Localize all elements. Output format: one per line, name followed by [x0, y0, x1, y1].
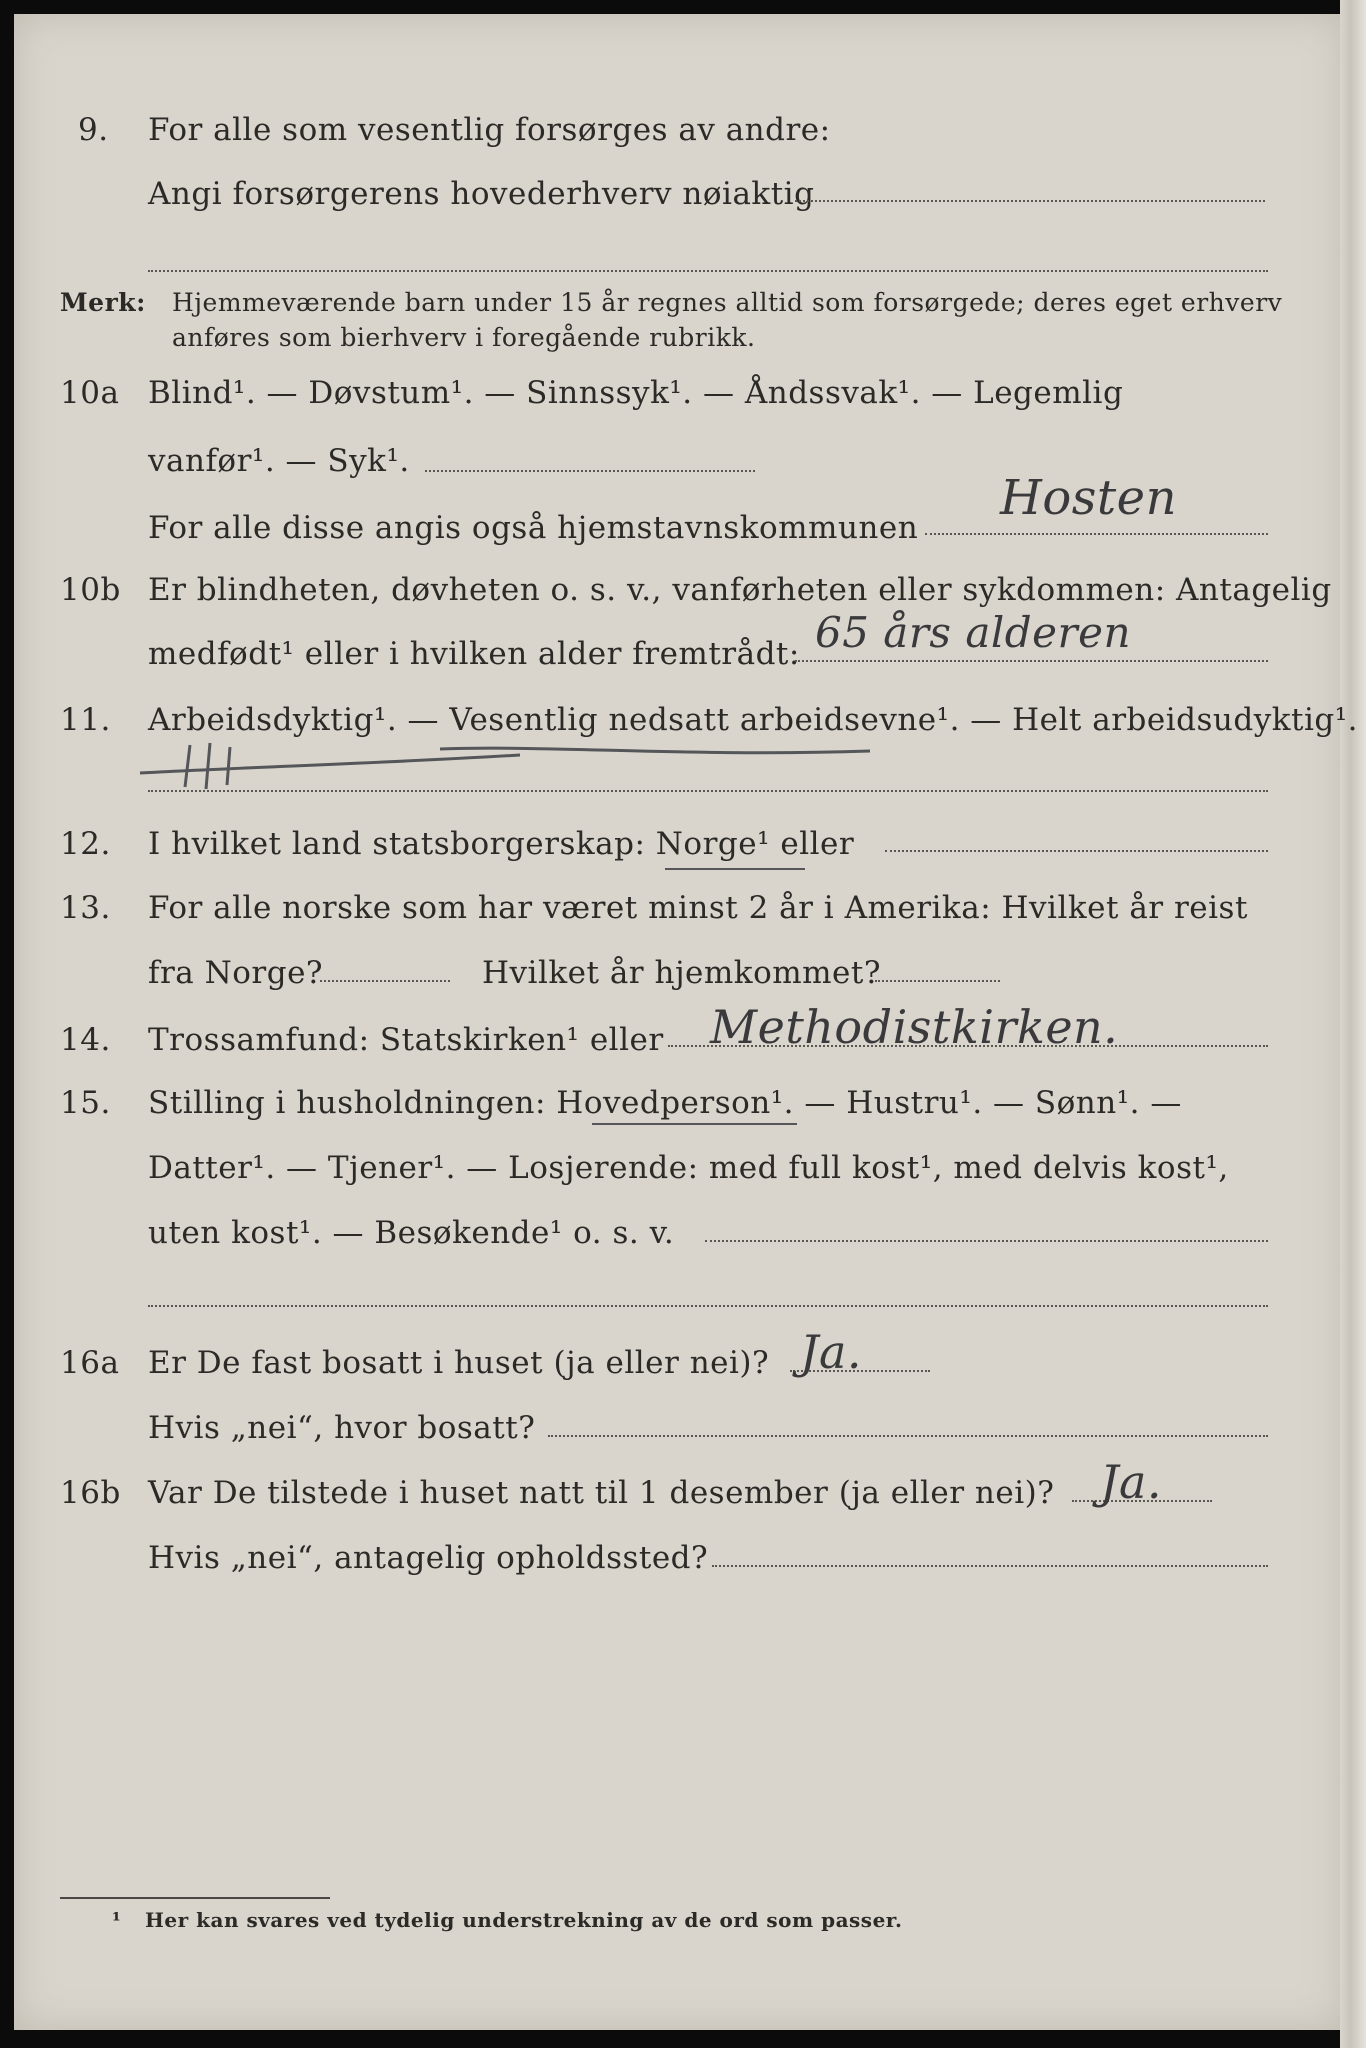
q11-text-1: Arbeidsdyktig¹. — Vesentlig nedsatt arbeidsevne¹. — Helt arbeidsudyktig¹. [148, 702, 1359, 738]
q10a-answer-line [925, 533, 1268, 535]
q16b-text-1: Var De tilstede i huset natt til 1 desember (ja eller nei)? [148, 1475, 1055, 1511]
q13-hjem-line [875, 980, 1000, 982]
q15-text-1: Stilling i husholdningen: Hovedperson¹. — Hustru¹. — Sønn¹. — [148, 1085, 1182, 1121]
merk-text-2: anføres som bierhverv i foregående rubrikk. [172, 323, 756, 352]
q13-text-1: For alle norske som har været minst 2 år i Amerika: Hvilket år reist [148, 890, 1248, 926]
q15-hovedperson-underline [592, 1123, 797, 1125]
q10b-answer-line [795, 660, 1268, 662]
q14-number: 14. [60, 1022, 111, 1058]
q13-text-2a: fra Norge? [148, 955, 324, 991]
q16a-handwritten-answer: Ja. [800, 1325, 862, 1379]
q10b-number: 10b [60, 572, 121, 608]
merk-label: Merk: [60, 288, 146, 317]
q10b-text-2: medfødt¹ eller i hvilken alder fremtrådt: [148, 636, 800, 672]
q10a-text-1: Blind¹. — Døvstum¹. — Sinnssyk¹. — Åndssvak¹. — Legemlig [148, 375, 1124, 411]
q16b-number: 16b [60, 1475, 121, 1511]
q16b-handwritten-answer: Ja. [1100, 1455, 1162, 1509]
q10b-text-1: Er blindheten, døvheten o. s. v., vanførheten eller sykdommen: Antagelig [148, 572, 1332, 608]
q9-answer-line [795, 200, 1265, 202]
q16a-bosatt-line [548, 1435, 1268, 1437]
q11-strike-marks [130, 725, 910, 795]
q16a-text-2: Hvis „nei“, hvor bosatt? [148, 1410, 536, 1446]
q10b-handwritten-answer: 65 års alderen [815, 608, 1132, 657]
q15-rule [148, 1305, 1268, 1307]
q14-text-1: Trossamfund: Statskirken¹ eller [148, 1022, 664, 1058]
q12-norge-underline [665, 868, 805, 870]
q12-text-1: I hvilket land statsborgerskap: Norge¹ eller [148, 826, 855, 862]
q9-text-1: For alle som vesentlig forsørges av andre: [148, 112, 831, 148]
q13-number: 13. [60, 890, 111, 926]
q16b-opholdssted-line [712, 1565, 1268, 1567]
q9-text-2: Angi forsørgerens hovederhverv nøiaktig [148, 176, 815, 212]
q10a-text-2: vanfør¹. — Syk¹. [148, 443, 410, 479]
q11-rule [148, 790, 1268, 792]
footnote-text: Her kan svares ved tydelig understrekning av de ord som passer. [145, 1908, 903, 1932]
q11-number: 11. [60, 702, 111, 738]
q14-handwritten-answer: Methodistkirken. [710, 1000, 1119, 1054]
q13-reist-line [320, 980, 450, 982]
q10a-text-3: For alle disse angis også hjemstavnskommunen [148, 510, 919, 546]
q10a-handwritten-answer: Hosten [1000, 470, 1177, 526]
q15-text-2: Datter¹. — Tjener¹. — Losjerende: med full kost¹, med delvis kost¹, [148, 1150, 1229, 1186]
q12-number: 12. [60, 826, 111, 862]
q9-number: 9. [78, 112, 109, 148]
q16a-text-1: Er De fast bosatt i huset (ja eller nei)? [148, 1345, 770, 1381]
q16a-number: 16a [60, 1345, 120, 1381]
footnote-mark: ¹ [112, 1908, 122, 1932]
footnote-rule [60, 1897, 330, 1899]
q15-number: 15. [60, 1085, 111, 1121]
q15-answer-line [705, 1240, 1268, 1242]
q12-answer-line [885, 850, 1268, 852]
merk-text-1: Hjemmeværende barn under 15 år regnes alltid som forsørgede; deres eget erhverv [172, 288, 1283, 317]
q9-answer-line-2 [148, 270, 1268, 272]
q16b-text-2: Hvis „nei“, antagelig opholdssted? [148, 1540, 709, 1576]
page-edge [1340, 0, 1366, 2048]
q10a-number: 10a [60, 375, 120, 411]
q13-text-2b: Hvilket år hjemkommet? [482, 955, 881, 991]
q15-text-3: uten kost¹. — Besøkende¹ o. s. v. [148, 1215, 675, 1251]
q10a-syk-line [425, 470, 755, 472]
